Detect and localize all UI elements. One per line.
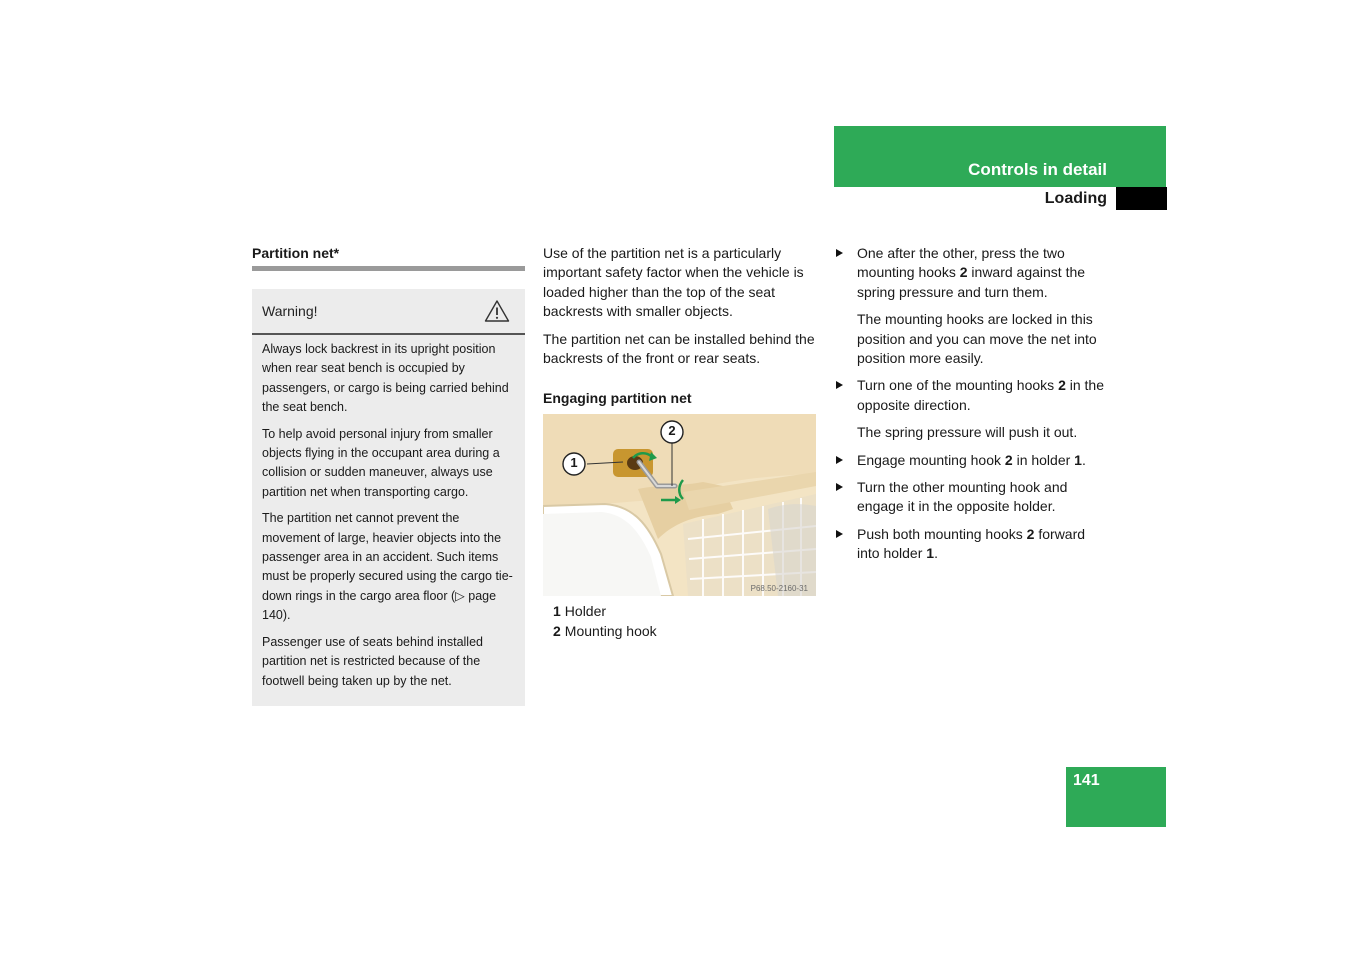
warning-header <box>252 289 525 335</box>
warning-box <box>252 289 525 706</box>
section-heading: Partition net* <box>252 245 340 261</box>
bullet-arrow-icon <box>836 530 843 538</box>
figure-legend <box>553 602 818 641</box>
step-text: in holder <box>1012 451 1075 468</box>
left-column <box>252 244 525 706</box>
legend-item <box>553 602 818 621</box>
legend-text: Holder <box>564 603 607 620</box>
step-note: The mounting hooks are locked in this position and you can move the net into position more easily. <box>857 311 1097 367</box>
warning-paragraph: Passenger use of seats behind installed partition net is restricted because of the footwell being taken up by the net. <box>262 634 483 688</box>
bullet-arrow-icon <box>836 249 843 257</box>
bullet-arrow-icon <box>836 483 843 491</box>
callout-2: 2 <box>668 423 676 439</box>
step-note: The spring pressure will push it out. <box>857 424 1078 441</box>
subheading: Engaging partition net <box>543 390 692 407</box>
callout-1: 1 <box>570 455 578 471</box>
figure-code: P68.50-2160-31 <box>750 584 808 594</box>
warning-paragraph: Always lock backrest in its upright position when rear seat bench is occupied by passengers, or cargo is being carried behind the seat bench. <box>262 342 509 415</box>
header-tab-marker <box>1116 187 1167 210</box>
body-paragraph: Use of the partition net is a particularly important safety factor when the vehicle is loaded higher than the top of the seat backrests with smaller objects. <box>543 245 804 320</box>
step-text: Turn the other mounting hook and engage it in the opposite holder. <box>857 479 1068 515</box>
warning-triangle-icon <box>484 299 510 323</box>
body-paragraph: The partition net can be installed behind the backrests of the front or rear seats. <box>543 330 815 367</box>
step-text: in the opposite direction. <box>857 377 1104 413</box>
section-title: Controls in detail <box>968 160 1107 179</box>
legend-item <box>553 622 818 641</box>
step-text: forward into holder <box>857 525 1086 562</box>
instruction-step <box>834 244 1109 302</box>
step-reference: 1 <box>1074 451 1082 468</box>
heading-rule <box>252 266 525 271</box>
step-text: Turn one of the mounting hooks <box>857 377 1059 394</box>
warning-paragraph: The partition net cannot prevent the movement of large, heavier objects into the passenger area in an accident. Such items must be properly secured using the cargo tie-down rings in the cargo area floor (▷ page 140). <box>262 511 513 623</box>
step-reference: 2 <box>959 264 968 281</box>
step-text: . <box>934 545 938 562</box>
step-reference: 2 <box>1026 525 1035 542</box>
legend-number: 2 <box>553 622 561 639</box>
bullet-arrow-icon <box>836 456 843 464</box>
page-number-box <box>1066 767 1166 827</box>
step-text: Engage mounting hook <box>857 451 1005 468</box>
instruction-step <box>834 376 1109 415</box>
warning-paragraph: To help avoid personal injury from smaller objects flying in the occupant area during a collision or sudden maneuver, always use partition net when transporting cargo. <box>262 426 500 499</box>
bullet-arrow-icon <box>836 381 843 389</box>
page-number: 141 <box>1073 772 1100 789</box>
middle-column <box>543 244 818 641</box>
step-reference: 1 <box>926 545 935 562</box>
legend-number: 1 <box>553 603 561 620</box>
warning-body <box>252 335 525 691</box>
step-text: Push both mounting hooks <box>857 525 1027 542</box>
instruction-step <box>834 478 1109 517</box>
right-column <box>834 244 1109 572</box>
subsection-title: Loading <box>1044 190 1107 207</box>
step-text: . <box>1081 451 1086 468</box>
step-reference: 2 <box>1058 377 1066 394</box>
step-text: One after the other, press the two mounting hooks <box>857 245 1065 281</box>
warning-title: Warning! <box>262 303 318 319</box>
legend-text: Mounting hook <box>564 622 657 639</box>
partition-net-illustration <box>543 414 816 596</box>
instruction-step <box>834 451 1109 470</box>
step-text: inward against the spring pressure and turn them. <box>857 264 1086 300</box>
step-reference: 2 <box>1004 451 1013 468</box>
illustration-drawing <box>543 414 816 596</box>
instruction-step <box>834 525 1109 564</box>
